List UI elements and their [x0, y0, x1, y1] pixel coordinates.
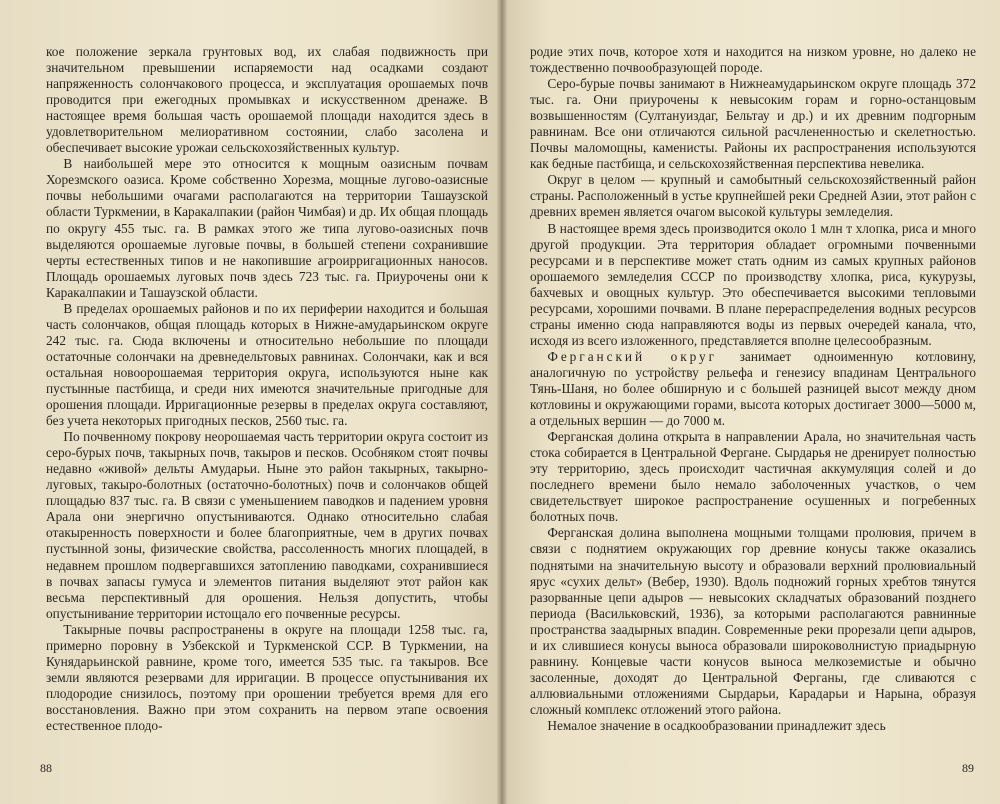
right-page	[500, 0, 1000, 804]
paragraph: В наибольшей мере это относится к мощным оазисным почвам Хорезмского оазиса. Кроме собственно Хорезма, мощные лугово-оазисные почвы небольшими очагами располагаются на территории Ташаузской области Туркмении, в Каракалпакии (район Чимбая) и др. Их общая площадь по округу 455 тыс. га. В рамках этого же типа лугово-оазисных почв выделяются орошаемые луговые почвы, в большей степени сохранившие черты естественных типов и не накопившие агроирригационных наносов. Площадь орошаемых луговых почв здесь 723 тыс. га. Приурочены они к Каракалпакии и Ташаузской области.	[46, 156, 488, 300]
paragraph: Ферганская долина выполнена мощными толщами пролювия, причем в связи с поднятием окружающих гор древние конусы также оказались поднятыми на значительную высоту и образовали верхний пролювиальный ярус «сухих дельт» (Вебер, 1930). Вдоль подножий горных хребтов тянутся разорванные цепи адыров — невысоких складчатых образований позднего периода (Васильковский, 1936), за которыми располагаются равнинные пространства заадырных впадин. Современные реки прорезали цепи адыров, и их слившиеся конусы выноса образовали широковолнистую приадырную равнину. Концевые части конусов выноса мелкоземистые и обычно засоленные, доходят до Центральной Ферганы, где сливаются с аллювиальными отложениями Сырдарьи, Карадарьи и Нарына, образуя сложный комплекс отложений этого района.	[530, 525, 976, 717]
left-page-text	[46, 44, 488, 734]
paragraph: Округ в целом — крупный и самобытный сельскохозяйственный район страны. Расположенный в устье крупнейшей реки Средней Азии, этот район с древних времен является очагом высокой культуры земледелия.	[530, 172, 976, 220]
paragraph: кое положение зеркала грунтовых вод, их слабая подвижность при значительном превышении испаряемости над осадками создают напряженность солончакового процесса, и эксплуатация орошаемых почв проводится при ежегодных промывках и искусственном дренаже. В настоящее время большая часть орошаемой площади находится здесь в удовлетворительном мелиоративном состоянии, слабо засолена и обеспечивает высокие урожаи сельскохозяйственных культур.	[46, 44, 488, 156]
page-number-left: 88	[40, 761, 52, 775]
fergana-paragraph	[530, 349, 976, 429]
paragraph: Такырные почвы распространены в округе на площади 1258 тыс. га, примерно поровну в Узбекской и Туркменской ССР. В Туркмении, на Кунядарьинской равнине, кроме того, имеется 535 тыс. га такыров. Все земли являются резервами для ирригации. В процессе опустынивания их плодородие снизилось, поэтому при орошении требуется время для его восстановления. Важно при этом сохранить на первом этапе освоения естественное плодо-	[46, 621, 488, 733]
paragraph: В пределах орошаемых районов и по их периферии находится и большая часть солончаков, общая площадь которых в Нижне-амударьинском округе 242 тыс. га. Сюда включены и относительно небольшие по площади остаточные солончаки на древнедельтовых равнинах. Солончаки, как и вся остальная новоорошаемая территория округа, используются ныне как пустынные пастбища, и среди них имеются значительные пригодные для орошения площади. Ирригационные резервы в пределах округа составляют, без учета некоторых пригодных песков, 2560 тыс. га.	[46, 300, 488, 429]
paragraph: Немалое значение в осадкообразовании принадлежит здесь	[547, 717, 886, 733]
paragraph: Ферганская долина открыта в направлении Арала, но значительная часть стока собирается в Центральной Фергане. Сырдарья не дренирует полностью эту территорию, здесь происходит частичная аккумуляция солей и до последнего времени было немало заболоченных участков, о чем свидетельствует широкое распространение осушенных и погребенных болотных почв.	[530, 429, 976, 525]
paragraph: По почвенному покрову неорошаемая часть территории округа состоит из серо-бурых почв, такырных почв, такыров и песков. Особняком стоят почвы недавно «живой» дельты Амударьи. Ныне это район такырных, такырно-луговых, такыро-болотных (остаточно-болотных) почв и солончаков общей площадью 837 тыс. га. В связи с уменьшением паводков и падением уровня Арала они энергично опустыниваются. Однако относительно слабая отакыренность поверхности и более благоприятные, чем в других почвах пустынной зоны, физические свойства, рассоленность многих площадей, в недавнем прошлом подвергавшихся затоплению паводками, сохранившиеся в почвах запасы гумуса и элементов питания выделяют этот район как весьма перспективный для орошения. Нельзя допустить, чтобы опустынивание территории истощало его почвенные ресурсы.	[46, 429, 488, 621]
book-gutter	[497, 0, 507, 804]
paragraph: родие этих почв, которое хотя и находится на низком уровне, но далеко не тождественно почвообразующей породе.	[530, 44, 976, 76]
page-number-right: 89	[962, 761, 974, 775]
paragraph-text: занимает одноименную котловину, аналогичную по устройству рельефа и генезису впадинам Центрального Тянь-Шаня, но более обширную и с большей разницей высот между дном котловины и окружающими горами, высота которых достигает 3000—5000 м, а отдельных вершин — до 7000 м.	[530, 348, 977, 429]
right-page-text	[530, 44, 976, 734]
paragraph: Серо-бурые почвы занимают в Нижнеамударьинском округе площадь 372 тыс. га. Они приурочены к невысоким горам и горно-останцовым возвышенностям (Султануиздаг, Бельтау и др.) и их древним подгорным равнинам. Все они отличаются сильной расчлененностью и скелетностью. Почвы маломощны, каменисты. Районы их распространения используются как бедные пастбища, и сельскохозяйственная перспектива невелика.	[530, 76, 976, 172]
section-heading: Ферганский округ	[547, 348, 718, 364]
paragraph: В настоящее время здесь производится около 1 млн т хлопка, риса и много другой продукции. Эта территория обладает огромными почвенными ресурсами и в перспективе может стать одним из самых крупных районов орошаемого земледелия СССР по производству хлопка, риса, кукурузы, бахчевых и овощных культур. Это обеспечивается высокими тепловыми ресурсами, хорошими почвами. В плане перераспределения водных ресурсов страны именно сюда направляются воды из первых очередей канала, что, исходя из всего изложенного, представляется вполне целесообразным.	[530, 220, 976, 348]
